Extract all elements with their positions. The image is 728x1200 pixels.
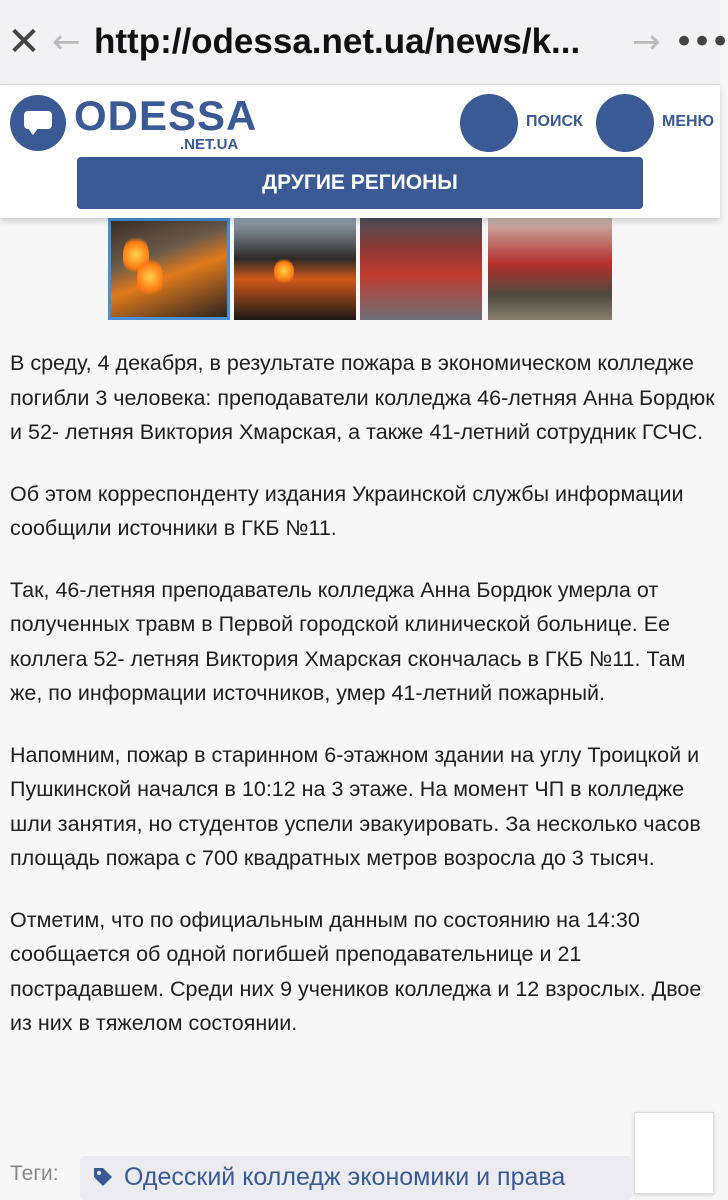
article-paragraph: В среду, 4 декабря, в результате пожара в экономическом колледже погибли 3 человека: преподаватели колледжа 46-летняя Анна Бордюк и 52- летняя Виктория Хмарская, а также 41-летний сотрудник ГСЧС. (10, 351, 715, 444)
back-arrow-icon[interactable]: ← (52, 22, 81, 62)
tag-icon (92, 1166, 114, 1188)
article-paragraph: Отметим, что по официальным данным по состоянию на 14:30 сообщается об одной погибшей преподавательнице и 21 пострадавшем. Среди них 9 учеников колледжа и 12 взрослых. Двое из них в тяжелом состоянии. (10, 907, 702, 1035)
article-paragraph: Об этом корреспонденту издания Украинской службы информации сообщили источники в ГКБ №11. (10, 481, 684, 540)
site-header (0, 85, 720, 218)
search-button-label[interactable]: ПОИСК (526, 113, 583, 130)
photo-gallery (108, 218, 612, 322)
gallery-thumbnail-4[interactable] (488, 218, 612, 320)
article-paragraph: Так, 46-летняя преподаватель колледжа Анна Бордюк умерла от полученных травм в Первой городской клинической больнице. Ее коллега 52- летняя Виктория Хмарская скончалась в ГКБ №11. Там же, по информации источников, умер 41-летний пожарный. (10, 577, 686, 705)
address-bar (0, 0, 728, 84)
more-options-icon[interactable]: ••• (674, 22, 728, 62)
article-body (10, 346, 715, 1068)
url-field[interactable]: http://odessa.net.ua/news/k... (94, 22, 581, 61)
search-icon[interactable] (460, 94, 518, 152)
forward-arrow-icon[interactable]: → (632, 22, 661, 62)
site-logo[interactable] (10, 92, 258, 155)
tag-chip[interactable] (80, 1156, 632, 1200)
gallery-thumbnail-1[interactable] (108, 218, 230, 320)
gallery-thumbnail-2[interactable] (234, 218, 356, 320)
article-paragraph: Напомним, пожар в старинном 6-этажном здании на углу Троицкой и Пушкинской начался в 10:12 на 3 этаже. На момент ЧП в колледже шли занятия, но студентов успели эвакуировать. За несколько часов площадь пожара с 700 квадратных метров возросла до 3 тысяч. (10, 742, 701, 870)
tags-section (10, 1156, 710, 1200)
close-icon[interactable]: ✕ (7, 19, 41, 65)
menu-icon[interactable] (596, 94, 654, 152)
chat-bubble-icon (10, 95, 66, 151)
menu-button-label[interactable]: МЕНЮ (662, 113, 715, 130)
tags-label: Теги: (10, 1162, 59, 1185)
gallery-thumbnail-3[interactable] (360, 218, 482, 320)
logo-name: ODESSA (74, 92, 258, 139)
tag-label[interactable]: Одесский колледж экономики и права (124, 1163, 566, 1191)
other-regions-button[interactable]: ДРУГИЕ РЕГИОНЫ (77, 157, 643, 209)
logo-domain: .NET.UA (180, 136, 239, 153)
browser-toolbar (0, 0, 728, 85)
